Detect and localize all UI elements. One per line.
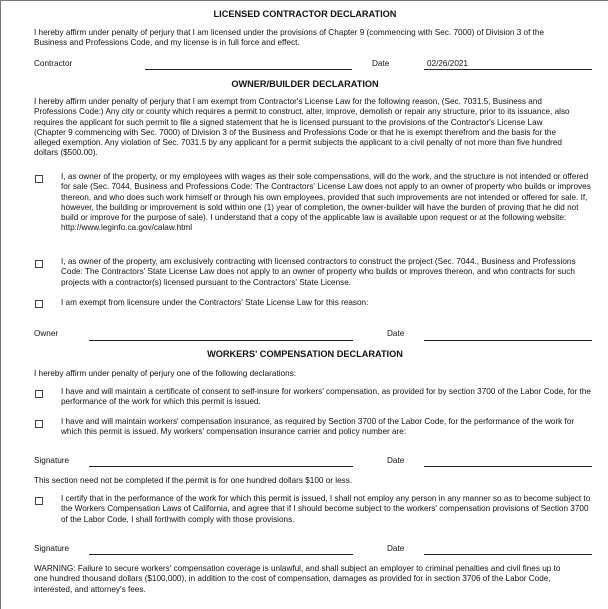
certify-date-line[interactable] <box>424 554 592 555</box>
owner-date-label: Date <box>387 329 405 338</box>
workers-comp-signature-line[interactable] <box>89 466 353 467</box>
owner-builder-declaration-title: OWNER/BUILDER DECLARATION <box>231 79 379 89</box>
owner-option-3-checkbox[interactable] <box>35 300 43 308</box>
workers-comp-intro: I hereby affirm under penalty of perjury one of the following declarations: <box>34 369 296 378</box>
warning-text: WARNING: Failure to secure workers' compensation coverage is unlawful, and shall subject an employer to criminal penalties and civil fines up to one hundred thousand dollars ($100,000), in addition to the cost of compensation, damages as provided for in section 3706 of the Labor Code, interested, and attorney's fees. <box>34 564 561 594</box>
workers-comp-date-label: Date <box>387 456 405 465</box>
signature-label: Signature <box>34 456 70 465</box>
owner-label: Owner <box>34 329 59 338</box>
owner-builder-declaration-text: I hereby affirm under penalty of perjury that I am exempt from Contractor's License Law for the following reason, (Sec. 7031.5, Business and Professions Code:) Any city or county which requires a permit to construct, alter, improve, demolish or repair any structure, prior to its issuance, also requires the applicant for such permit to file a signed statement that he is licensed pursuant to the provisions of the Contractor's License Law (Chapter 9 commencing with Sec. 7000) of Division 3 of the Business and Professions Code or that he is exempt therefrom and the basis for the alleged exemption. Any violation of Sec. 7031.5 by any applicant for a permit subjects the applicant to a civil penalty of not more than five hundred dollars ($500.00). <box>34 97 570 158</box>
certify-text: I certify that in the performance of the work for which this permit is issued, I shall not employ any person in any manner so as to become subject to the Workers Compensation Laws of California, and agree that if I should become subject to the workers' compensation provisions of Section 3700 of the Labor Code, I shall forthwith comply with those provisions. <box>61 494 591 524</box>
workers-comp-note: This section need not be completed if the permit is for one hundred dollars $100 or less. <box>34 476 353 485</box>
workers-comp-option-2-checkbox[interactable] <box>35 420 43 428</box>
signature-2-label: Signature <box>34 544 70 553</box>
owner-option-3-text: I am exempt from licensure under the Contractors' State License Law for this reason: <box>61 298 369 307</box>
certify-checkbox[interactable] <box>35 497 43 505</box>
owner-option-1-text: I, as owner of the property, or my employees with wages as their sole compensations, will do the work, and the structure is not intended or offered for sale (Sec. 7044, Business and Professions Code: The Contractors' License Law does not apply to an owner of property who builds or improves thereon, and who does such work himself or through his own employees, provided that such improvements are not intended or offered for sale. If, however, the building or improvement is sold within one (1) year of completion, the owner-builder will have the burden of proving that he did not build or improve for the purpose of sale). I understand that a copy of the applicable law is available upon request or at the following website: http://www.leginfo.ca.gov/calaw.html <box>61 172 591 233</box>
certify-date-label: Date <box>387 544 405 553</box>
contractor-declaration-text: I hereby affirm under penalty of perjury that I am licensed under the provisions of Chapter 9 (commencing with Sec. 7000) of Division 3 of the Business and Professions Code, and my license is in full force and effect. <box>34 28 545 48</box>
workers-comp-title: WORKERS' COMPENSATION DECLARATION <box>207 349 403 359</box>
owner-signature-line[interactable] <box>89 340 353 341</box>
owner-option-2-checkbox[interactable] <box>35 260 43 268</box>
workers-comp-option-2-text: I have and will maintain workers' compensation insurance, as required by Section 3700 of the Labor Code, for the performance of the work for which this permit is issued. My workers' compensation insurance carrier and policy number are: <box>61 417 575 437</box>
contractor-date-value: 02/26/2021 <box>427 59 468 68</box>
contractor-date-line[interactable] <box>424 69 592 70</box>
certify-signature-line[interactable] <box>89 554 353 555</box>
contractor-date-label: Date <box>372 59 390 68</box>
owner-date-line[interactable] <box>424 340 592 341</box>
workers-comp-date-line[interactable] <box>424 466 592 467</box>
workers-comp-option-1-text: I have and will maintain a certificate of consent to self-insure for workers' compensation, as provided for by section 3700 of the Labor Code, for the performance of the work for which this permit is issued. <box>61 387 591 407</box>
owner-option-2-text: I, as owner of the property, am exclusively contracting with licensed contractors to construct the project (Sec. 7044., Business and Professions Code: The Contractors' State License Law does not apply to an owner of property who builds or improves thereon, and who contracts for such projects with a contractor(s) licensed pursuant to the Contractors' State License. <box>61 257 576 287</box>
contractor-declaration-title: LICENSED CONTRACTOR DECLARATION <box>213 9 397 19</box>
contractor-signature-line[interactable] <box>145 69 352 70</box>
workers-comp-option-1-checkbox[interactable] <box>35 390 43 398</box>
owner-option-1-checkbox[interactable] <box>35 175 43 183</box>
contractor-label: Contractor <box>34 59 73 68</box>
